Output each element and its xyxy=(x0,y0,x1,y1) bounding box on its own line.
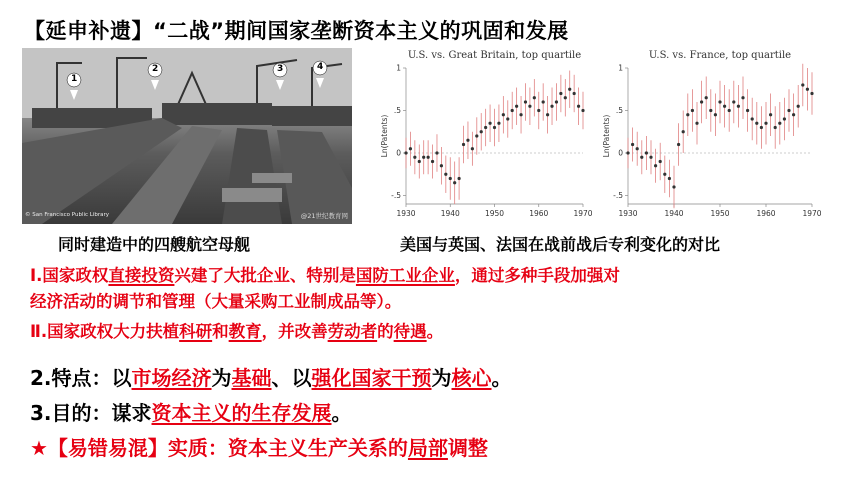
data-point xyxy=(488,122,491,125)
feature-line xyxy=(30,362,512,391)
data-point xyxy=(723,105,726,108)
data-point xyxy=(778,122,781,125)
data-point xyxy=(404,151,407,154)
x-tick-label: 1970 xyxy=(573,209,593,218)
data-point xyxy=(581,109,584,112)
data-point xyxy=(564,96,567,99)
point-1-text-a: Ⅰ.国家政权 xyxy=(30,266,109,285)
data-point xyxy=(453,181,456,184)
data-point xyxy=(769,113,772,116)
y-tick-label: 1 xyxy=(396,63,401,73)
patent-chart-france xyxy=(600,46,822,226)
data-point xyxy=(774,126,777,129)
point-2-keyword-treatment: 待遇 xyxy=(393,322,427,341)
data-point xyxy=(409,147,412,150)
feature-text-a: 2.特点：以 xyxy=(30,366,132,390)
patent-chart-great-britain xyxy=(378,46,593,226)
data-point xyxy=(700,100,703,103)
data-point xyxy=(728,109,731,112)
data-point xyxy=(440,164,443,167)
data-point xyxy=(546,113,549,116)
y-axis-label: Ln(Patents) xyxy=(602,114,611,158)
point-1-text-c: 兴建了大批企业、特别是 xyxy=(174,266,356,285)
data-point xyxy=(462,143,465,146)
essence-text-c: 调整 xyxy=(447,436,488,460)
point-2-text-c: 和 xyxy=(212,322,229,341)
data-point xyxy=(573,92,576,95)
point-2-text-i: 。 xyxy=(426,322,444,341)
photo-credit: © San Francisco Public Library xyxy=(25,212,110,218)
data-point xyxy=(695,122,698,125)
point-2-keyword-education: 教育 xyxy=(228,322,262,341)
chart-title: U.S. vs. Great Britain, top quartile xyxy=(407,50,582,61)
purpose-line xyxy=(30,397,352,426)
data-point xyxy=(511,109,514,112)
point-1-line-2: 经济活动的调节和管理（大量采购工业制成品等）。 xyxy=(30,292,402,311)
data-point xyxy=(422,156,425,159)
data-point xyxy=(631,143,634,146)
y-tick-label: 0 xyxy=(396,148,401,158)
data-point xyxy=(480,130,483,133)
data-point xyxy=(524,100,527,103)
feature-text-c: 为 xyxy=(211,366,232,390)
data-point xyxy=(764,122,767,125)
essence-line xyxy=(30,432,488,461)
data-point xyxy=(413,156,416,159)
purpose-keyword-survival: 资本主义的生存发展 xyxy=(151,401,332,425)
data-point xyxy=(471,147,474,150)
photo-caption: 同时建造中的四艘航空母舰 xyxy=(58,235,251,254)
data-point xyxy=(568,88,571,91)
y-tick-label: -.5 xyxy=(391,191,401,200)
data-point xyxy=(515,105,518,108)
feature-keyword-market-economy: 市场经济 xyxy=(131,366,212,390)
data-point xyxy=(677,143,680,146)
data-point xyxy=(654,164,657,167)
y-tick-label: 0 xyxy=(618,148,623,158)
data-point xyxy=(640,156,643,159)
data-point xyxy=(755,122,758,125)
y-tick-label: -.5 xyxy=(613,191,623,200)
feature-keyword-state-intervention: 强化国家干预 xyxy=(311,366,432,390)
data-point xyxy=(542,100,545,103)
data-point xyxy=(746,109,749,112)
y-tick-label: 1 xyxy=(618,63,623,73)
data-point xyxy=(663,173,666,176)
x-tick-label: 1970 xyxy=(802,209,822,218)
data-point xyxy=(649,156,652,159)
point-2-text-e: ，并改善 xyxy=(261,322,328,341)
data-point xyxy=(528,105,531,108)
data-point xyxy=(533,96,536,99)
data-point xyxy=(705,96,708,99)
photo-watermark: @21世纪教育网 xyxy=(300,212,348,220)
data-point xyxy=(714,113,717,116)
data-point xyxy=(792,113,795,116)
aircraft-carrier-photo xyxy=(22,48,352,224)
data-point xyxy=(577,105,580,108)
data-point xyxy=(449,177,452,180)
feature-text-g: 为 xyxy=(431,366,452,390)
data-point xyxy=(686,113,689,116)
feature-keyword-core: 核心 xyxy=(451,366,492,390)
data-point xyxy=(783,117,786,120)
photo-marker-2: 2 xyxy=(152,64,159,74)
data-point xyxy=(502,113,505,116)
data-point xyxy=(732,100,735,103)
data-point xyxy=(636,147,639,150)
data-point xyxy=(497,122,500,125)
point-2-text-g: 的 xyxy=(377,322,394,341)
data-point xyxy=(806,88,809,91)
data-point xyxy=(458,177,461,180)
x-tick-label: 1930 xyxy=(396,209,416,218)
data-point xyxy=(645,151,648,154)
data-point xyxy=(682,130,685,133)
data-point xyxy=(559,92,562,95)
data-point xyxy=(709,109,712,112)
point-1-text-e: ，通过多种手段加强对 xyxy=(454,266,620,285)
purpose-text-a: 3.目的：谋求 xyxy=(30,401,152,425)
x-tick-label: 1940 xyxy=(664,209,684,218)
x-tick-label: 1960 xyxy=(529,209,549,218)
essence-text-a: ★【易错易混】实质：资本主义生产关系的 xyxy=(30,436,408,460)
data-point xyxy=(801,83,804,86)
data-point xyxy=(760,126,763,129)
data-point xyxy=(668,177,671,180)
chart-title: U.S. vs. France, top quartile xyxy=(648,50,792,61)
x-tick-label: 1950 xyxy=(710,209,730,218)
data-point xyxy=(493,126,496,129)
essence-keyword-partial: 局部 xyxy=(407,436,448,460)
purpose-text-c: 。 xyxy=(331,401,352,425)
data-point xyxy=(435,151,438,154)
data-point xyxy=(555,100,558,103)
chart-caption: 美国与英国、法国在战前战后专利变化的对比 xyxy=(400,235,721,254)
data-point xyxy=(718,100,721,103)
point-1-line-1 xyxy=(30,262,620,286)
photo-marker-4: 4 xyxy=(317,62,324,72)
data-point xyxy=(787,109,790,112)
page-title: 【延申补遗】“二战”期间国家垄断资本主义的巩固和发展 xyxy=(24,19,569,43)
data-point xyxy=(737,105,740,108)
point-2-text-a: Ⅱ.国家政权大力扶植 xyxy=(30,322,180,341)
data-point xyxy=(659,160,662,163)
data-point xyxy=(797,105,800,108)
photo-marker-3: 3 xyxy=(277,64,284,74)
point-2-line xyxy=(30,318,443,342)
x-tick-label: 1950 xyxy=(484,209,505,218)
feature-text-e: 、以 xyxy=(271,366,312,390)
data-point xyxy=(427,156,430,159)
point-2-keyword-workers: 劳动者 xyxy=(327,322,378,341)
data-point xyxy=(672,185,675,188)
data-point xyxy=(810,92,813,95)
data-point xyxy=(751,117,754,120)
data-point xyxy=(626,151,629,154)
x-tick-label: 1930 xyxy=(618,209,638,218)
data-point xyxy=(418,160,421,163)
feature-keyword-foundation: 基础 xyxy=(231,366,272,390)
x-tick-label: 1960 xyxy=(756,209,776,218)
point-1-keyword-defense-industry: 国防工业企业 xyxy=(355,266,455,285)
y-tick-label: .5 xyxy=(615,106,623,115)
data-point xyxy=(506,117,509,120)
data-point xyxy=(475,134,478,137)
photo-marker-1: 1 xyxy=(71,74,78,84)
data-point xyxy=(537,109,540,112)
data-point xyxy=(519,113,522,116)
data-point xyxy=(550,105,553,108)
data-point xyxy=(691,109,694,112)
point-1-keyword-direct-investment: 直接投资 xyxy=(108,266,175,285)
x-tick-label: 1940 xyxy=(440,209,460,218)
data-point xyxy=(444,173,447,176)
feature-text-i: 。 xyxy=(491,366,512,390)
data-point xyxy=(484,126,487,129)
data-point xyxy=(431,160,434,163)
point-2-keyword-research: 科研 xyxy=(179,322,213,341)
y-axis-label: Ln(Patents) xyxy=(380,114,389,158)
data-point xyxy=(741,96,744,99)
y-tick-label: .5 xyxy=(393,106,401,115)
data-point xyxy=(466,139,469,142)
